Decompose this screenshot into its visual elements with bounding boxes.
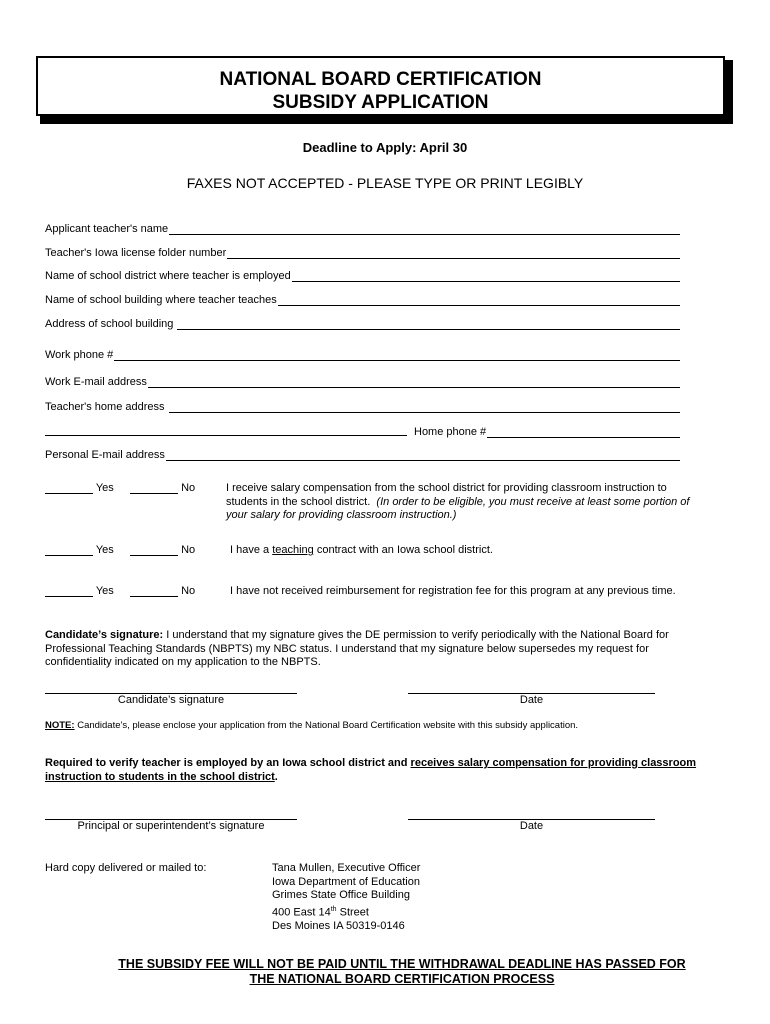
candidate-date-label: Date: [519, 694, 544, 706]
license-number-field[interactable]: [45, 243, 680, 259]
work-phone-field[interactable]: [45, 345, 680, 361]
home-phone-field[interactable]: [414, 422, 680, 438]
title-box: [36, 56, 725, 116]
principal-signature-label: Principal or superintendent’s signature: [77, 820, 265, 832]
footer-notice: [0, 957, 770, 972]
work-phone-label: Work phone #: [45, 349, 114, 361]
candidate-statement: Candidate’s signature: I understand that my signature gives the DE permission to verify periodically with the National Board for Professional Teaching Standards (NBPTS) my NBC status. I understand that my signature below supersedes my request for confidentiality indicated on my application to the NBPTS.: [45, 629, 669, 668]
personal-email-label: Personal E-mail address: [45, 449, 165, 461]
required-statement: Required to verify teacher is employed by an Iowa school district and receives salary compensation for providing classroom instruction to students in the school district.: [45, 757, 697, 783]
q1-statement: I receive salary compensation from the school district for providing classroom instruction to students in the school district. (In order to be eligible, you must receive at least some portion of your salary for providing classroom instruction.): [226, 482, 690, 521]
personal-email-field[interactable]: [45, 445, 680, 461]
q2-statement: I have a teaching contract with an Iowa school district.: [230, 544, 493, 556]
q3-no[interactable]: No: [130, 585, 195, 597]
mailing-line-2: Iowa Department of Education: [272, 875, 420, 888]
deadline: Deadline to Apply: April 30: [302, 140, 468, 155]
mailing-line-5: Des Moines IA 50319-0146: [272, 919, 405, 932]
building-address-label: Address of school building: [45, 318, 174, 330]
faxes-notice: FAXES NOT ACCEPTED - PLEASE TYPE OR PRINT LEGIBLY: [186, 175, 584, 191]
work-email-label: Work E-mail address: [45, 376, 147, 388]
work-email-field[interactable]: [45, 372, 680, 388]
q1-no[interactable]: No: [130, 482, 195, 494]
footer-notice-2: [0, 972, 770, 987]
q3-statement: I have not received reimbursement for registration fee for this program at any previous time.: [230, 585, 676, 597]
applicant-name-label: Applicant teacher's name: [45, 223, 169, 235]
footer-line-1: THE SUBSIDY FEE WILL NOT BE PAID UNTIL THE WITHDRAWAL DEADLINE HAS PASSED FOR: [118, 957, 686, 971]
school-district-field[interactable]: [45, 266, 680, 282]
home-address-line-2[interactable]: [45, 423, 407, 436]
school-building-label: Name of school building where teacher teaches: [45, 294, 277, 306]
home-address-label: Teacher's home address: [45, 401, 165, 413]
school-building-field[interactable]: [45, 290, 680, 306]
home-address-field[interactable]: [45, 397, 680, 413]
mailing-label: Hard copy delivered or mailed to:: [45, 862, 207, 874]
footer-line-2: THE NATIONAL BOARD CERTIFICATION PROCESS: [249, 972, 555, 986]
home-phone-label: Home phone #: [414, 426, 487, 438]
mailing-address: [272, 862, 420, 933]
mailing-line-1: Tana Mullen, Executive Officer: [272, 862, 421, 874]
applicant-name-field[interactable]: [45, 219, 680, 235]
principal-date-label: Date: [519, 820, 544, 832]
q3-yes[interactable]: Yes: [45, 585, 114, 597]
candidate-signature-label: Candidate’s signature: [117, 694, 225, 706]
license-number-label: Teacher's Iowa license folder number: [45, 247, 227, 259]
title-line-1: NATIONAL BOARD CERTIFICATION: [219, 69, 542, 90]
q2-no[interactable]: No: [130, 544, 195, 556]
building-address-field[interactable]: [45, 314, 680, 330]
school-district-label: Name of school district where teacher is employed: [45, 270, 291, 282]
note: NOTE: Candidate's, please enclose your application from the National Board Certification website with this subsidy application.: [45, 720, 579, 731]
q1-yes[interactable]: Yes: [45, 482, 114, 494]
q2-yes[interactable]: Yes: [45, 544, 114, 556]
title-line-2: SUBSIDY APPLICATION: [272, 92, 489, 113]
mailing-line-3: Grimes State Office Building: [272, 889, 410, 901]
mailing-line-4: 400 East 14th Street: [272, 905, 369, 919]
